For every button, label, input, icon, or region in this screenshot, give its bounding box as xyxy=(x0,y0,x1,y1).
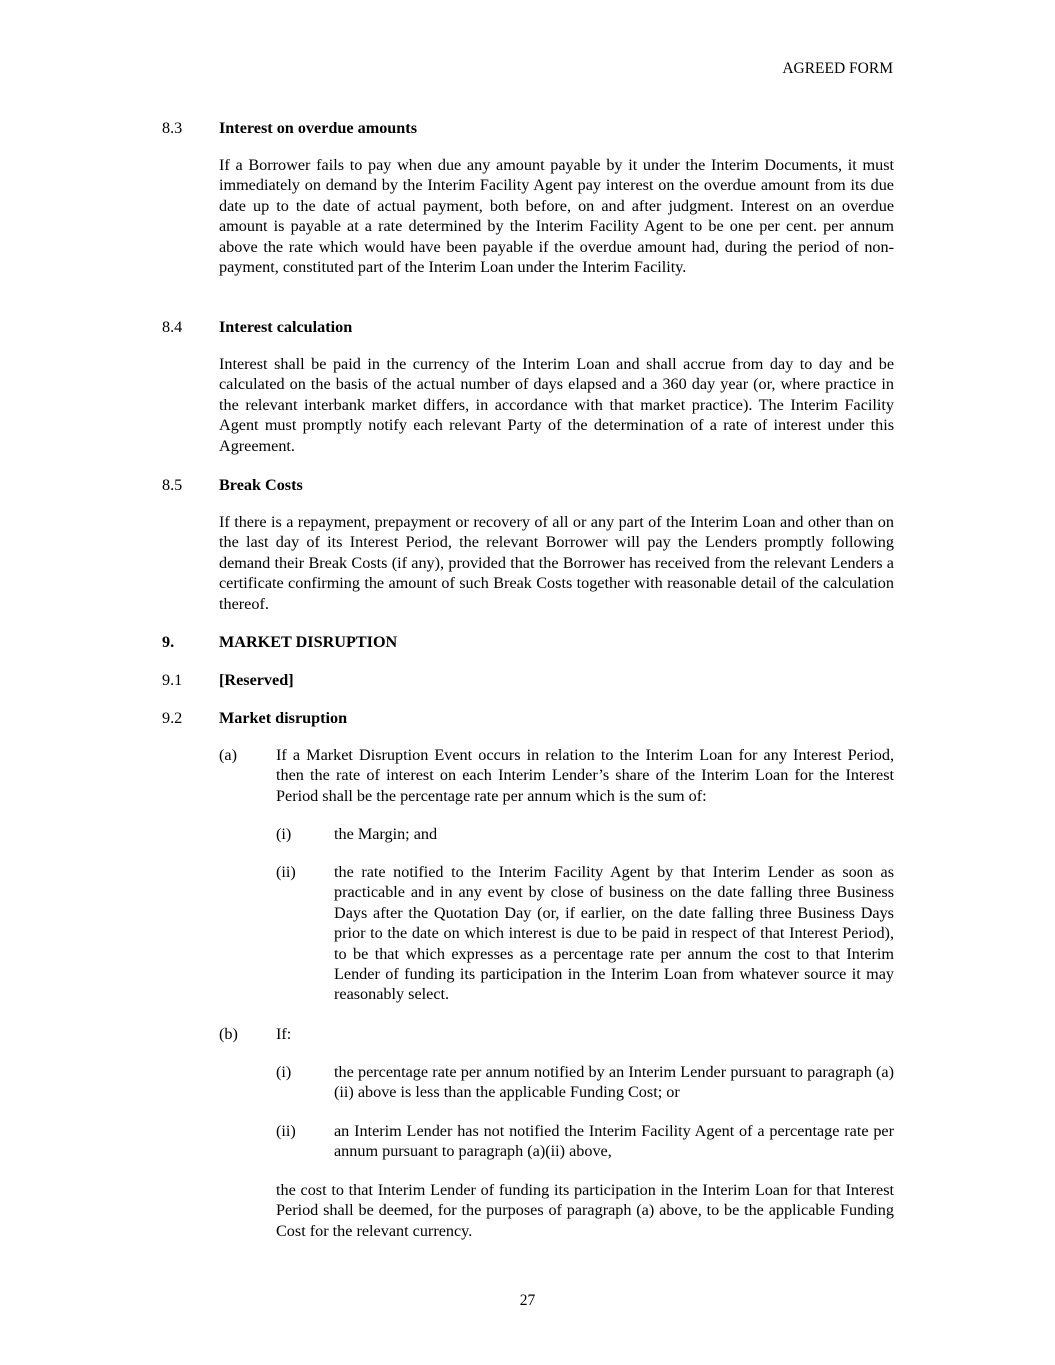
paragraph-text: the percentage rate per annum notified by an Interim Lender pursuant to paragraph (a)(ii) above is less than the applicable Funding Cost; or xyxy=(334,1063,894,1102)
paragraph-text: If: xyxy=(276,1025,292,1043)
section-title: Break Costs xyxy=(219,476,303,494)
section-number: 9. xyxy=(162,633,175,651)
section-number: 8.3 xyxy=(162,119,183,137)
section-title: [Reserved] xyxy=(219,671,294,689)
paragraph-text: the Margin; and xyxy=(334,825,438,843)
agreed-form-mark: AGREED FORM xyxy=(782,60,893,77)
section-number: 9.2 xyxy=(162,709,183,727)
section-number: 8.5 xyxy=(162,476,183,494)
paragraph-label: (a) xyxy=(219,746,237,764)
paragraph-b-conclusion: the cost to that Interim Lender of funding its participation in the Interim Loan for that Interest Period shall be deemed, for the purposes of paragraph (a) above, to be the applicable Funding Cost for the relevant currency. xyxy=(276,1181,894,1240)
paragraph-text: an Interim Lender has not notified the Interim Facility Agent of a percentage rate per annum pursuant to paragraph (a)(ii) above, xyxy=(334,1122,894,1161)
paragraph-label: (ii) xyxy=(276,863,296,881)
paragraph-label: (b) xyxy=(219,1025,238,1043)
section-title: Interest calculation xyxy=(219,318,353,336)
section-number: 8.4 xyxy=(162,318,183,336)
section-title: Market disruption xyxy=(219,709,348,727)
section-title: MARKET DISRUPTION xyxy=(219,633,398,651)
paragraph-label: (i) xyxy=(276,825,292,843)
paragraph-text: If a Market Disruption Event occurs in relation to the Interim Loan for any Interest Period, then the rate of interest on each Interim Lender’s share of the Interim Loan for the Interest Period shall be the percentage rate per annum which is the sum of: xyxy=(276,746,894,805)
paragraph-label: (i) xyxy=(276,1063,292,1081)
paragraph-label: (ii) xyxy=(276,1122,296,1140)
section-8-3-body: If a Borrower fails to pay when due any amount payable by it under the Interim Documents, it must immediately on demand by the Interim Facility Agent pay interest on the overdue amount from its due date up to the date of actual payment, both before, on and after judgment. Interest on an overdue amount is payable at a rate determined by the Interim Facility Agent to be one per cent. per annum above the rate which would have been payable if the overdue amount had, during the period of non-payment, constituted part of the Interim Loan under the Interim Facility. xyxy=(219,156,894,277)
paragraph-text: the rate notified to the Interim Facility Agent by that Interim Lender as soon as practicable and in any event by close of business on the date falling three Business Days after the Quotation Day (or, if earlier, on the date falling three Business Days prior to the date on which interest is due to be paid in respect of that Interest Period), to be that which expresses as a percentage rate per annum the cost to that Interim Lender of funding its participation in the Interim Loan from whatever source it may reasonably select. xyxy=(334,863,894,1004)
section-8-4-body: Interest shall be paid in the currency of the Interim Loan and shall accrue from day to day and be calculated on the basis of the actual number of days elapsed and a 360 day year (or, where practice in the relevant interbank market differs, in accordance with that market practice). The Interim Facility Agent must promptly notify each relevant Party of the determination of a rate of interest under this Agreement. xyxy=(219,355,894,455)
section-number: 9.1 xyxy=(162,671,183,689)
page-number: 27 xyxy=(519,1292,536,1309)
section-8-5-body: If there is a repayment, prepayment or recovery of all or any part of the Interim Loan and other than on the last day of its Interest Period, the relevant Borrower will pay the Lenders promptly following demand their Break Costs (if any), provided that the Borrower has received from the relevant Lenders a certificate confirming the amount of such Break Costs together with reasonable detail of the calculation thereof. xyxy=(219,513,894,613)
section-title: Interest on overdue amounts xyxy=(219,119,417,137)
